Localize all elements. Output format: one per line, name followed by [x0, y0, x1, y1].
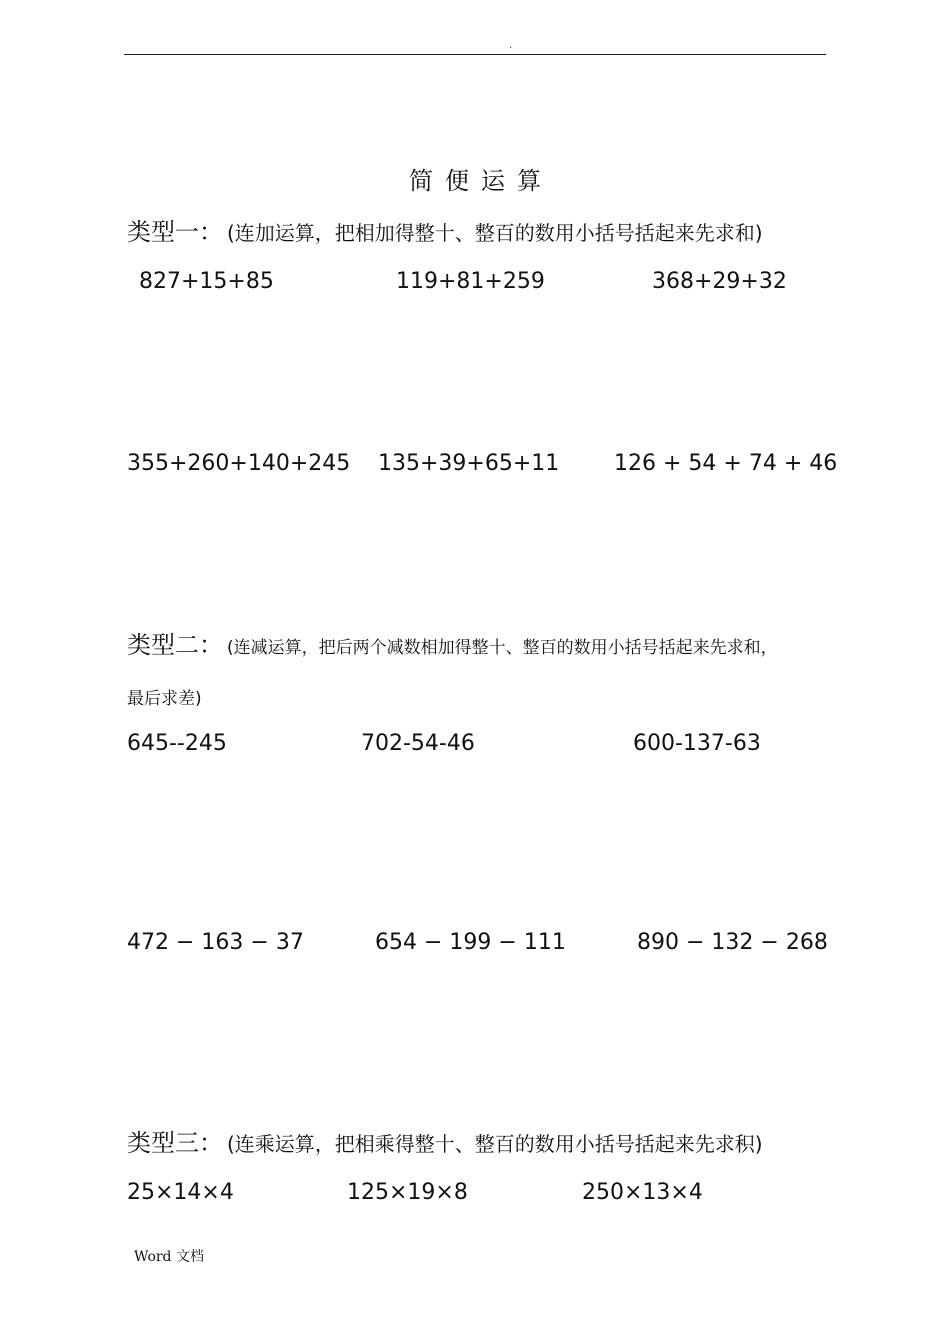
problem-2-6: 890 − 132 − 268: [637, 930, 828, 955]
problem-2-1: 645--245: [127, 731, 227, 756]
section-2-note: (连减运算，把后两个减数相加得整十、整百的数用小括号括起来先求和，: [227, 638, 778, 658]
problem-1-4: 355+260+140+245: [127, 451, 351, 476]
section-2-label: 类型二: [127, 631, 199, 659]
problem-3-3: 250×13×4: [582, 1180, 703, 1205]
section-2-note-continued: 最后求差): [127, 689, 202, 709]
problem-2-3: 600-137-63: [633, 731, 761, 756]
page-title: 简便运算: [409, 167, 553, 195]
section-3-colon: ：: [199, 1129, 223, 1157]
section-3-heading: [127, 1128, 763, 1159]
problem-1-3: 368+29+32: [652, 269, 787, 294]
problem-2-5: 654 − 199 − 111: [375, 930, 566, 955]
problem-1-2: 119+81+259: [396, 269, 545, 294]
section-3-note: (连乘运算，把相乘得整十、整百的数用小括号括起来先求积): [227, 1132, 763, 1156]
section-1-colon: ：: [199, 218, 223, 246]
header-mark: .: [509, 40, 513, 51]
header-rule: [124, 54, 826, 55]
problem-3-2: 125×19×8: [347, 1180, 468, 1205]
problem-1-6: 126 + 54 + 74 + 46: [614, 451, 838, 476]
section-2-colon: ：: [199, 631, 223, 659]
section-1-heading: [127, 217, 763, 248]
problem-2-2: 702-54-46: [361, 731, 475, 756]
section-1-note: (连加运算，把相加得整十、整百的数用小括号括起来先求和): [227, 221, 763, 245]
problem-1-1: 827+15+85: [139, 269, 274, 294]
problem-1-5: 135+39+65+11: [378, 451, 560, 476]
section-3-label: 类型三: [127, 1129, 199, 1157]
section-1-label: 类型一: [127, 218, 199, 246]
problem-3-1: 25×14×4: [127, 1180, 234, 1205]
section-2-heading: [127, 630, 778, 663]
footer-text: Word 文档: [134, 1249, 204, 1265]
problem-2-4: 472 − 163 − 37: [127, 930, 304, 955]
